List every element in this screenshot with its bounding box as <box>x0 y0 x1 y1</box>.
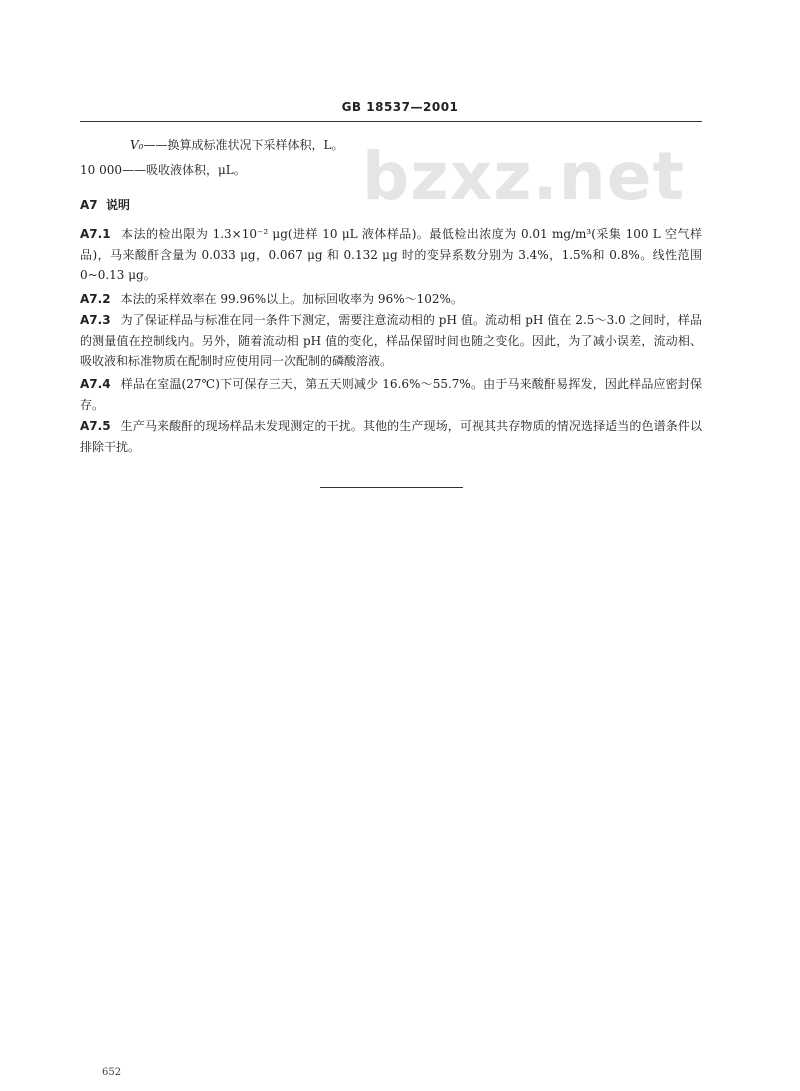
definition-text: ——吸收液体积，μL。 <box>122 163 246 177</box>
definition-v0 <box>130 136 343 153</box>
clause-label: A7.5 <box>80 419 111 433</box>
clause-text: 本法的采样效率在 99.96%以上。加标回收率为 96%～102%。 <box>120 292 463 306</box>
clause-text: 为了保证样品与标准在同一条件下测定，需要注意流动相的 pH 值。流动相 pH 值在 2.5～3.0 之间时，样品的测量值在控制线内。另外，随着流动相 pH 值的变化，样品保留时间也随之变化。因此，为了减小误差，流动相、吸收液和标准物质在配制时应使用同一次配制的磷酸溶液。 <box>80 313 702 368</box>
clause-text: 本法的检出限为 1.3×10⁻² μg(进样 10 μL 液体样品)。最低检出浓度为 0.01 mg/m³(采集 100 L 空气样品)，马来酸酐含量为 0.033 μg，0.067 μg 和 0.132 μg 时的变异系数分别为 3.4%，1.5%和 0.8%。线性范围 0~0.13 μg。 <box>80 227 702 282</box>
page-header-standard-number: GB 18537—2001 <box>341 100 459 114</box>
clause-label: A7.1 <box>80 227 111 241</box>
clause-text: 样品在室温(27℃)下可保存三天，第五天则减少 16.6%～55.7%。由于马来酸酐易挥发，因此样品应密封保存。 <box>80 377 702 412</box>
end-rule <box>320 487 463 488</box>
clause-a7-1 <box>80 224 702 286</box>
clause-label: A7.4 <box>80 377 111 391</box>
definition-volume <box>80 161 246 178</box>
section-heading <box>80 196 130 213</box>
section-title: 说明 <box>106 198 131 212</box>
definition-symbol: V₀ <box>130 138 144 152</box>
clause-label: A7.3 <box>80 313 111 327</box>
watermark: bzxz.net <box>362 138 686 215</box>
definition-text: ——换算成标准状况下采样体积，L。 <box>143 138 344 152</box>
clause-a7-5 <box>80 416 702 457</box>
clause-label: A7.2 <box>80 292 111 306</box>
definition-symbol: 10 000 <box>80 163 122 177</box>
section-number: A7 <box>80 198 98 212</box>
clause-a7-2 <box>80 289 702 310</box>
clause-text: 生产马来酸酐的现场样品未发现测定的干扰。其他的生产现场，可视其共存物质的情况选择适当的色谱条件以排除干扰。 <box>80 419 702 454</box>
clause-a7-4 <box>80 374 702 415</box>
page-number: 652 <box>102 1067 122 1078</box>
clause-a7-3 <box>80 310 702 372</box>
header-rule <box>80 121 702 122</box>
